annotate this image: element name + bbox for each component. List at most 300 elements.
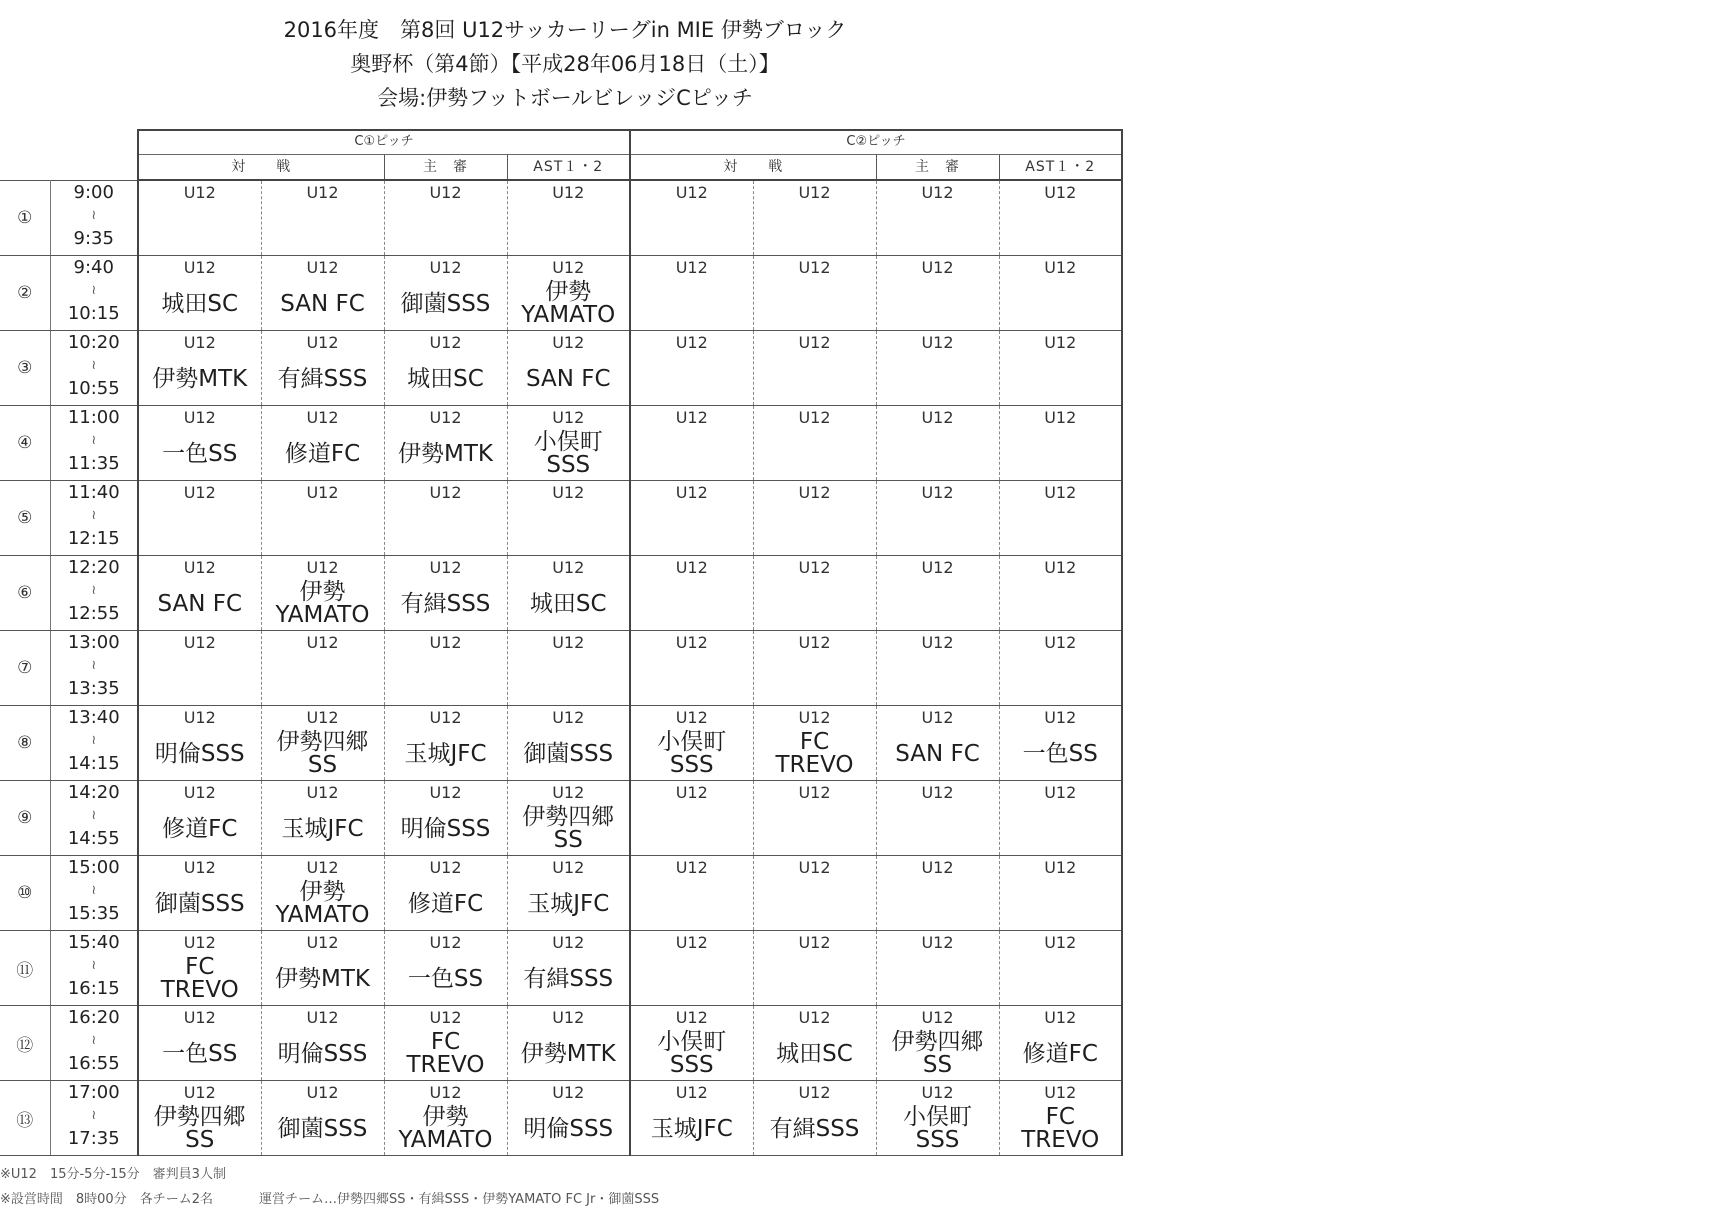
c1-referee-cell — [384, 856, 507, 931]
age-category-label: U12 — [552, 258, 585, 277]
team-name — [1000, 503, 1122, 555]
slot-number: ④ — [0, 406, 50, 481]
schedule-row — [0, 180, 1122, 256]
team-name-line: 明倫SSS — [523, 1115, 614, 1142]
team-name — [877, 1103, 999, 1155]
team-name-line: FC — [430, 1029, 461, 1055]
age-category-label: U12 — [429, 1008, 462, 1027]
c1-match-team-a-cell — [138, 856, 261, 931]
team-name — [508, 728, 630, 780]
team-name — [508, 878, 630, 930]
team-name — [262, 728, 384, 780]
team-name — [385, 728, 507, 780]
team-name — [631, 653, 753, 705]
end-time: 15:35 — [67, 903, 120, 924]
end-time: 12:55 — [67, 603, 120, 624]
c1-match-team-a-cell — [138, 406, 261, 481]
team-name — [508, 953, 630, 1005]
team-name — [754, 953, 876, 1005]
team-name — [631, 578, 753, 630]
age-category-label: U12 — [306, 1083, 339, 1102]
c2-assistant-cell — [999, 856, 1122, 931]
team-name — [754, 578, 876, 630]
slot-time — [50, 256, 138, 331]
slot-time — [50, 781, 138, 856]
end-time: 14:15 — [67, 753, 120, 774]
age-category-label: U12 — [798, 558, 831, 577]
slot-time — [50, 931, 138, 1006]
team-name-line: 伊勢四郷 — [276, 729, 369, 755]
age-category-label: U12 — [306, 483, 339, 502]
c2-match-team-b-cell — [753, 1006, 876, 1081]
c1-assistant-cell — [507, 556, 630, 631]
c2-match-team-b-cell — [753, 180, 876, 256]
age-category-label: U12 — [183, 708, 216, 727]
footer-format-note: ※U12 15分-5分-15分 審判員3人制 — [0, 1167, 226, 1182]
age-category-label: U12 — [675, 633, 708, 652]
c2-match-team-b-cell — [753, 781, 876, 856]
team-name-line: TREVO — [406, 1052, 485, 1078]
c1-referee-cell — [384, 706, 507, 781]
team-name — [385, 203, 507, 255]
header-spacer — [0, 155, 138, 181]
c2-match-team-a-cell — [630, 781, 753, 856]
age-category-label: U12 — [429, 483, 462, 502]
team-name — [139, 953, 261, 1005]
team-name — [1000, 1103, 1122, 1155]
pitch-c2-header: C②ピッチ — [630, 130, 1122, 155]
team-name — [385, 953, 507, 1005]
c1-referee-cell — [384, 1081, 507, 1156]
team-name-line: 一色SS — [162, 440, 238, 467]
team-name-line: TREVO — [1021, 1127, 1100, 1153]
age-category-label: U12 — [1044, 858, 1077, 877]
time-separator: ≀ — [91, 1108, 97, 1123]
c2-referee-cell — [876, 556, 999, 631]
c2-referee-cell — [876, 706, 999, 781]
footer-operating-teams: 運営チーム…伊勢四郷SS・有緝SSS・伊勢YAMATO FC Jr・御薗SSS — [258, 1192, 660, 1207]
end-time: 14:55 — [67, 828, 120, 849]
time-separator: ≀ — [91, 883, 97, 898]
team-name — [877, 953, 999, 1005]
team-name-line: 明倫SSS — [154, 740, 245, 767]
c2-assistant-cell — [999, 406, 1122, 481]
c2-referee-cell — [876, 256, 999, 331]
c1-assistant-cell — [507, 781, 630, 856]
team-name — [1000, 353, 1122, 405]
team-name-line: 小俣町 — [657, 729, 727, 755]
age-category-label: U12 — [675, 483, 708, 502]
team-name — [1000, 953, 1122, 1005]
team-name-line: 伊勢四郷 — [153, 1104, 246, 1130]
end-time: 9:35 — [73, 227, 114, 249]
slot-time — [50, 556, 138, 631]
age-category-label: U12 — [183, 408, 216, 427]
time-separator: ≀ — [91, 808, 97, 823]
team-name — [262, 503, 384, 555]
team-name-line: 城田SC — [407, 365, 484, 392]
time-separator: ≀ — [91, 433, 97, 448]
team-name — [139, 578, 261, 630]
age-category-label: U12 — [798, 183, 831, 202]
team-name-line: SSS — [669, 1052, 714, 1078]
team-name-line: 一色SS — [162, 1040, 238, 1067]
slot-time — [50, 406, 138, 481]
team-name — [262, 653, 384, 705]
age-category-label: U12 — [1044, 333, 1077, 352]
team-name — [385, 503, 507, 555]
age-category-label: U12 — [306, 933, 339, 952]
footer-setup-note — [0, 1188, 659, 1207]
team-name — [1000, 653, 1122, 705]
team-name — [754, 728, 876, 780]
team-name — [1000, 278, 1122, 330]
c2-match-team-a-cell — [630, 256, 753, 331]
start-time: 16:20 — [67, 1007, 120, 1028]
team-name — [631, 353, 753, 405]
c1-assistant-cell — [507, 1081, 630, 1156]
age-category-label: U12 — [921, 183, 954, 202]
age-category-label: U12 — [306, 183, 339, 202]
c1-match-team-a-cell — [138, 481, 261, 556]
c2-referee-cell — [876, 631, 999, 706]
team-name — [385, 278, 507, 330]
slot-time — [50, 1081, 138, 1156]
team-name — [139, 428, 261, 480]
slot-time — [50, 331, 138, 406]
team-name-line: FC — [799, 729, 830, 755]
age-category-label: U12 — [675, 858, 708, 877]
age-category-label: U12 — [798, 258, 831, 277]
c2-match-team-a-cell — [630, 556, 753, 631]
c1-match-header: 対 戦 — [138, 155, 384, 181]
team-name — [754, 653, 876, 705]
c1-match-team-a-cell — [138, 256, 261, 331]
c1-match-team-b-cell — [261, 180, 384, 256]
time-separator: ≀ — [91, 1033, 97, 1048]
c1-referee-cell — [384, 481, 507, 556]
team-name — [508, 203, 630, 255]
age-category-label: U12 — [675, 408, 708, 427]
team-name-line: 有緝SSS — [523, 965, 614, 992]
team-name-line: 伊勢 — [299, 879, 346, 905]
team-name — [139, 503, 261, 555]
slot-number: ① — [0, 180, 50, 256]
age-category-label: U12 — [1044, 183, 1077, 202]
c2-match-team-b-cell — [753, 331, 876, 406]
c2-match-team-b-cell — [753, 481, 876, 556]
age-category-label: U12 — [552, 558, 585, 577]
team-name-line: 伊勢MTK — [152, 365, 248, 392]
c1-referee-cell — [384, 556, 507, 631]
team-name-line: TREVO — [160, 977, 239, 1003]
c2-match-team-a-cell — [630, 331, 753, 406]
c2-referee-cell — [876, 180, 999, 256]
age-category-label: U12 — [675, 1008, 708, 1027]
age-category-label: U12 — [306, 558, 339, 577]
slot-number: ⑪ — [0, 931, 50, 1006]
team-name-line: 城田SC — [776, 1040, 853, 1067]
c2-match-team-a-cell — [630, 1081, 753, 1156]
end-time: 12:15 — [67, 528, 120, 549]
c1-match-team-b-cell — [261, 781, 384, 856]
end-time: 13:35 — [67, 678, 120, 699]
age-category-label: U12 — [921, 933, 954, 952]
age-category-label: U12 — [429, 858, 462, 877]
team-name — [139, 1028, 261, 1080]
age-category-label: U12 — [921, 858, 954, 877]
end-time: 16:15 — [67, 978, 120, 999]
c1-match-team-b-cell — [261, 331, 384, 406]
team-name — [139, 878, 261, 930]
team-name — [385, 878, 507, 930]
start-time: 12:20 — [67, 557, 120, 578]
age-category-label: U12 — [1044, 258, 1077, 277]
age-category-label: U12 — [798, 483, 831, 502]
end-time: 16:55 — [67, 1053, 120, 1074]
team-name — [631, 1028, 753, 1080]
time-separator: ≀ — [91, 358, 97, 373]
c2-referee-cell — [876, 1081, 999, 1156]
age-category-label: U12 — [552, 633, 585, 652]
team-name — [877, 503, 999, 555]
start-time: 14:20 — [67, 782, 120, 803]
team-name — [508, 578, 630, 630]
team-name-line: 御薗SSS — [154, 890, 245, 917]
c2-match-team-b-cell — [753, 931, 876, 1006]
slot-number: ⑧ — [0, 706, 50, 781]
age-category-label: U12 — [921, 1083, 954, 1102]
team-name-line: YAMATO — [398, 1127, 493, 1153]
age-category-label: U12 — [1044, 408, 1077, 427]
age-category-label: U12 — [798, 408, 831, 427]
team-name — [877, 728, 999, 780]
c1-referee-header: 主 審 — [384, 155, 507, 181]
team-name-line: 伊勢 — [545, 279, 592, 305]
team-name — [508, 428, 630, 480]
slot-time — [50, 180, 138, 256]
age-category-label: U12 — [183, 258, 216, 277]
team-name — [262, 953, 384, 1005]
team-name-line: 小俣町 — [903, 1104, 972, 1130]
team-name-line: SAN FC — [280, 290, 365, 317]
age-category-label: U12 — [429, 558, 462, 577]
c2-referee-cell — [876, 931, 999, 1006]
team-name-line: 一色SS — [1022, 740, 1098, 767]
team-name — [1000, 803, 1122, 855]
team-name — [877, 353, 999, 405]
schedule-row — [0, 331, 1122, 406]
team-name-line: 伊勢 — [422, 1104, 469, 1130]
age-category-label: U12 — [921, 633, 954, 652]
end-time: 10:55 — [67, 378, 120, 399]
age-category-label: U12 — [552, 783, 585, 802]
age-category-label: U12 — [1044, 708, 1077, 727]
team-name — [631, 428, 753, 480]
team-name-line: 明倫SSS — [277, 1040, 368, 1067]
team-name — [754, 878, 876, 930]
start-time: 15:40 — [67, 932, 120, 953]
team-name — [262, 278, 384, 330]
team-name — [262, 578, 384, 630]
slot-number: ⑤ — [0, 481, 50, 556]
team-name-line: FC — [1045, 1104, 1075, 1130]
end-time: 17:35 — [67, 1128, 120, 1149]
slot-number: ⑩ — [0, 856, 50, 931]
c1-referee-cell — [384, 1006, 507, 1081]
c2-assistant-cell — [999, 331, 1122, 406]
age-category-label: U12 — [1044, 1083, 1077, 1102]
start-time: 15:00 — [67, 857, 120, 878]
team-name-line: 伊勢MTK — [398, 440, 493, 467]
slot-time — [50, 856, 138, 931]
c1-assistant-cell — [507, 406, 630, 481]
schedule-row — [0, 706, 1122, 781]
slot-number: ⑨ — [0, 781, 50, 856]
c1-match-team-a-cell — [138, 1006, 261, 1081]
age-category-label: U12 — [183, 1083, 216, 1102]
team-name — [508, 1028, 630, 1080]
team-name-line: 一色SS — [407, 965, 484, 992]
age-category-label: U12 — [183, 858, 216, 877]
age-category-label: U12 — [306, 333, 339, 352]
c2-match-header: 対 戦 — [630, 155, 876, 181]
c2-match-team-b-cell — [753, 631, 876, 706]
age-category-label: U12 — [675, 933, 708, 952]
team-name-line: 伊勢四郷 — [891, 1029, 984, 1055]
team-name-line: SSS — [669, 752, 714, 778]
age-category-label: U12 — [429, 633, 462, 652]
header-spacer — [0, 130, 138, 155]
team-name — [1000, 203, 1122, 255]
c2-assistant-cell — [999, 931, 1122, 1006]
c2-match-team-b-cell — [753, 706, 876, 781]
time-separator: ≀ — [91, 283, 97, 298]
c1-assistant-cell — [507, 631, 630, 706]
c2-match-team-a-cell — [630, 931, 753, 1006]
age-category-label: U12 — [798, 333, 831, 352]
age-category-label: U12 — [798, 708, 831, 727]
team-name-line: SAN FC — [525, 365, 611, 392]
schedule-row — [0, 1006, 1122, 1081]
team-name-line: 修道FC — [1022, 1040, 1098, 1067]
team-name — [754, 353, 876, 405]
age-category-label: U12 — [429, 333, 462, 352]
c2-match-team-b-cell — [753, 406, 876, 481]
team-name-line: YAMATO — [521, 302, 616, 328]
c2-match-team-b-cell — [753, 856, 876, 931]
end-time: 11:35 — [67, 453, 120, 474]
team-name — [877, 878, 999, 930]
team-name — [631, 803, 753, 855]
team-name — [385, 353, 507, 405]
team-name — [385, 1103, 507, 1155]
team-name — [385, 578, 507, 630]
age-category-label: U12 — [921, 483, 954, 502]
team-name-line: 伊勢MTK — [275, 965, 370, 992]
team-name — [877, 278, 999, 330]
c2-assistant-header: AST１・2 — [999, 155, 1122, 181]
team-name — [508, 278, 630, 330]
c2-match-team-a-cell — [630, 631, 753, 706]
age-category-label: U12 — [798, 933, 831, 952]
document-title: 2016年度 第8回 U12サッカーリーグin MIE 伊勢ブロック — [283, 18, 847, 42]
team-name — [631, 728, 753, 780]
c2-match-team-b-cell — [753, 256, 876, 331]
c1-assistant-cell — [507, 1006, 630, 1081]
c2-referee-cell — [876, 481, 999, 556]
schedule-row — [0, 406, 1122, 481]
team-name — [262, 1028, 384, 1080]
age-category-label: U12 — [921, 1008, 954, 1027]
team-name — [262, 878, 384, 930]
team-name — [877, 428, 999, 480]
c1-match-team-b-cell — [261, 406, 384, 481]
age-category-label: U12 — [306, 258, 339, 277]
c1-referee-cell — [384, 256, 507, 331]
c2-referee-cell — [876, 856, 999, 931]
team-name-line: 有緝SSS — [277, 365, 368, 392]
schedule-row — [0, 781, 1122, 856]
schedule-row — [0, 1081, 1122, 1156]
c1-assistant-cell — [507, 180, 630, 256]
team-name — [508, 503, 630, 555]
age-category-label: U12 — [306, 858, 339, 877]
column-header-row — [0, 155, 1122, 181]
team-name-line: SSS — [546, 452, 591, 478]
team-name — [1000, 1028, 1122, 1080]
c1-referee-cell — [384, 406, 507, 481]
c1-match-team-a-cell — [138, 556, 261, 631]
schedule-row — [0, 856, 1122, 931]
team-name — [754, 503, 876, 555]
age-category-label: U12 — [429, 933, 462, 952]
c2-assistant-cell — [999, 256, 1122, 331]
c2-referee-header: 主 審 — [876, 155, 999, 181]
c1-referee-cell — [384, 781, 507, 856]
footer-setup-time: ※設営時間 8時00分 各チーム2名 — [0, 1192, 213, 1207]
age-category-label: U12 — [552, 333, 585, 352]
team-name — [262, 428, 384, 480]
c2-match-team-a-cell — [630, 180, 753, 256]
c1-match-team-a-cell — [138, 631, 261, 706]
age-category-label: U12 — [183, 933, 216, 952]
time-separator: ≀ — [91, 207, 97, 223]
team-name — [508, 803, 630, 855]
c2-match-team-a-cell — [630, 406, 753, 481]
team-name-line: 小俣町 — [657, 1029, 727, 1055]
team-name — [877, 203, 999, 255]
team-name-line: SS — [307, 752, 338, 778]
c2-match-team-b-cell — [753, 1081, 876, 1156]
team-name — [139, 278, 261, 330]
slot-time — [50, 706, 138, 781]
team-name-line: 修道FC — [407, 890, 484, 917]
team-name — [385, 428, 507, 480]
age-category-label: U12 — [306, 783, 339, 802]
age-category-label: U12 — [429, 783, 462, 802]
team-name — [139, 653, 261, 705]
team-name — [508, 653, 630, 705]
age-category-label: U12 — [429, 183, 462, 202]
c1-match-team-b-cell — [261, 931, 384, 1006]
age-category-label: U12 — [552, 183, 585, 202]
start-time: 9:40 — [73, 257, 114, 278]
team-name-line: 修道FC — [284, 440, 361, 467]
pitch-header-row — [0, 130, 1122, 155]
c1-match-team-b-cell — [261, 481, 384, 556]
age-category-label: U12 — [798, 1083, 831, 1102]
